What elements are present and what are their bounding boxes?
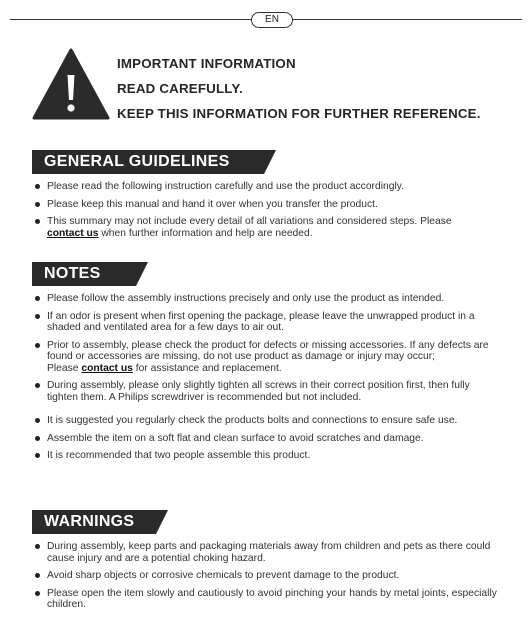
bullet-icon — [35, 296, 40, 301]
bullet-icon — [35, 453, 40, 458]
bullet-icon — [35, 418, 40, 423]
section-title: WARNINGS — [44, 513, 135, 530]
list-item: During assembly, please only slightly tighten all screws in their correct position first, then fully tighten them. A Philips screwdriver is recommended but not included. — [32, 380, 502, 403]
list-item: It is recommended that two people assemble this product. — [32, 450, 502, 462]
list-item: It is suggested you regularly check the products bolts and connections to ensure safe use. — [32, 415, 502, 427]
bullet-icon — [35, 436, 40, 441]
contact-us-link[interactable]: contact us — [47, 227, 99, 239]
bullet-icon — [35, 184, 40, 189]
notes-section — [32, 262, 502, 468]
list-item: This summary may not include every detail of all variations and considered steps. Please contact us when further information and help are needed. — [32, 216, 502, 239]
important-notice — [117, 56, 522, 131]
language-header — [10, 12, 522, 28]
bullet-icon — [35, 573, 40, 578]
bullet-icon — [35, 383, 40, 388]
bullet-icon — [35, 314, 40, 319]
list-item: Please read the following instruction carefully and use the product accordingly. — [32, 181, 502, 193]
list-item: Please follow the assembly instructions precisely and only use the product as intended. — [32, 293, 502, 305]
bullet-icon — [35, 343, 40, 348]
bullet-icon — [35, 544, 40, 549]
warnings-section — [32, 510, 502, 617]
contact-us-link[interactable]: contact us — [81, 362, 133, 374]
list-item: Please keep this manual and hand it over when you transfer the product. — [32, 199, 502, 211]
bullet-icon — [35, 219, 40, 224]
notes-banner — [32, 262, 502, 286]
list-item: Assemble the item on a soft flat and clean surface to avoid scratches and damage. — [32, 433, 502, 445]
section-title: GENERAL GUIDELINES — [44, 153, 230, 170]
list-item: During assembly, keep parts and packaging materials away from children and pets as there could cause injury and are a potential choking hazard. — [32, 541, 502, 564]
bullet-icon — [35, 202, 40, 207]
list-item: Prior to assembly, please check the product for defects or missing accessories. If any defects are found or accessories are missing, do not use product as damage or injury may occur; Please contact us for assistance and replacement. — [32, 340, 502, 375]
important-line-3: KEEP THIS INFORMATION FOR FURTHER REFERENCE. — [117, 106, 481, 121]
important-line-2: READ CAREFULLY. — [117, 81, 243, 96]
language-badge: EN — [251, 12, 293, 28]
warning-triangle-icon — [32, 48, 110, 120]
list-item: If an odor is present when first opening the package, please leave the unwrapped product in a shaded and ventilated area for a few days to air out. — [32, 311, 502, 334]
general-guidelines-section — [32, 150, 502, 245]
bullet-icon — [35, 591, 40, 596]
list-item: Please open the item slowly and cautiously to avoid pinching your hands by metal joints, especially children. — [32, 588, 502, 611]
important-line-1: IMPORTANT INFORMATION — [117, 56, 296, 71]
section-title: NOTES — [44, 265, 101, 282]
warnings-banner — [32, 510, 502, 534]
general-guidelines-banner — [32, 150, 502, 174]
list-item: Avoid sharp objects or corrosive chemicals to prevent damage to the product. — [32, 570, 502, 582]
